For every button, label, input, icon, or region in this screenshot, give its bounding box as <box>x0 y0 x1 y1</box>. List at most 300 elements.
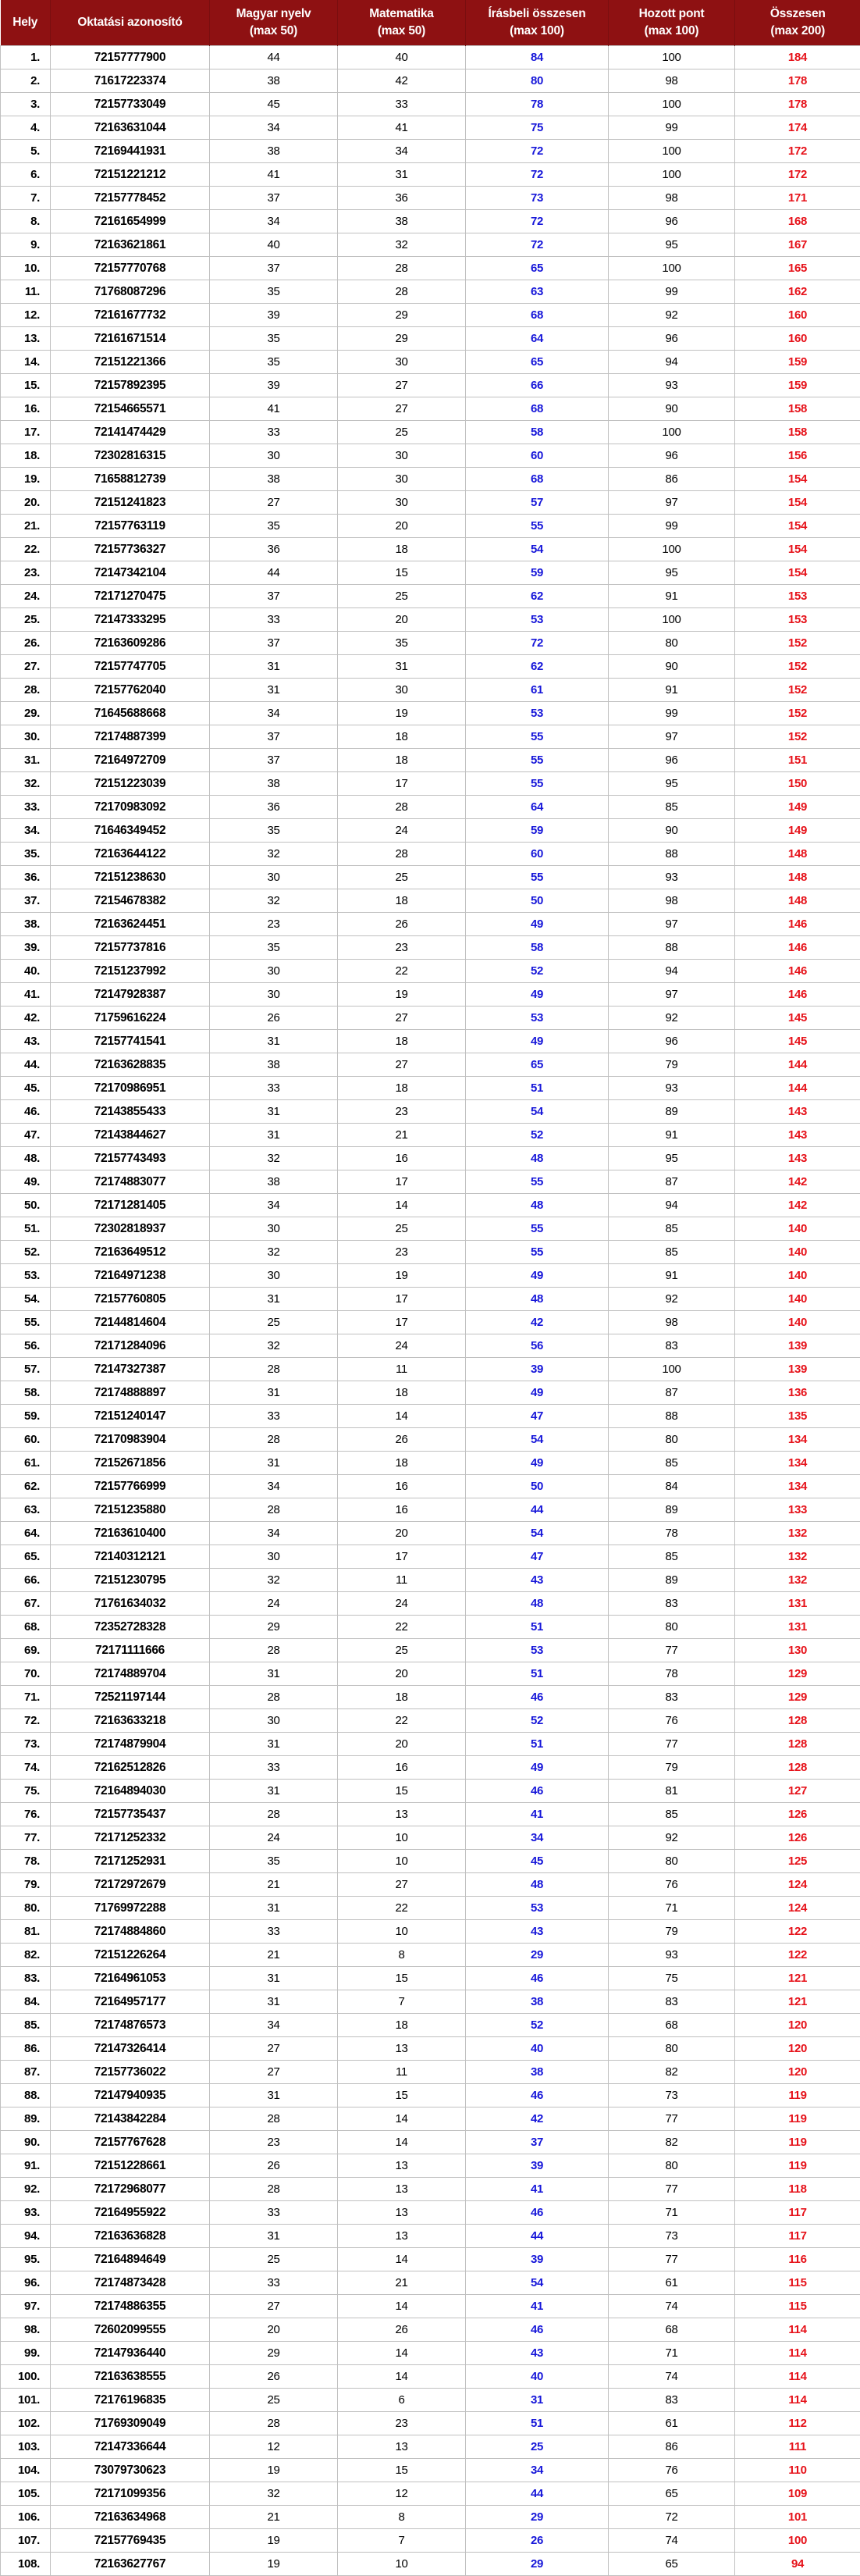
hozott-cell: 80 <box>609 1428 735 1452</box>
osszesen-cell: 117 <box>735 2225 860 2248</box>
matek-cell: 11 <box>338 1358 466 1381</box>
magyar-cell: 35 <box>210 327 338 351</box>
hozott-cell: 89 <box>609 1498 735 1522</box>
results-tbody <box>1 46 860 2576</box>
matek-cell: 13 <box>338 2154 466 2178</box>
irasbeli-cell: 34 <box>466 2459 609 2482</box>
irasbeli-cell: 62 <box>466 655 609 679</box>
table-row <box>1 1475 860 1498</box>
magyar-cell: 35 <box>210 1850 338 1873</box>
rank-cell: 77. <box>1 1826 51 1850</box>
irasbeli-cell: 72 <box>466 233 609 257</box>
id-cell: 72302818937 <box>51 1217 210 1241</box>
hozott-cell: 73 <box>609 2084 735 2107</box>
irasbeli-cell: 54 <box>466 1428 609 1452</box>
id-cell: 72164961053 <box>51 1967 210 1990</box>
table-row <box>1 913 860 936</box>
id-cell: 72352728328 <box>51 1616 210 1639</box>
osszesen-cell: 172 <box>735 163 860 187</box>
magyar-cell: 28 <box>210 2178 338 2201</box>
id-cell: 72157737816 <box>51 936 210 960</box>
matek-cell: 14 <box>338 2107 466 2131</box>
table-row <box>1 2389 860 2412</box>
matek-cell: 15 <box>338 1967 466 1990</box>
matek-cell: 18 <box>338 538 466 561</box>
irasbeli-cell: 49 <box>466 1756 609 1780</box>
matek-cell: 18 <box>338 1686 466 1709</box>
hozott-cell: 92 <box>609 1826 735 1850</box>
id-cell: 72157770768 <box>51 257 210 280</box>
osszesen-cell: 114 <box>735 2318 860 2342</box>
matek-cell: 13 <box>338 2435 466 2459</box>
irasbeli-cell: 75 <box>466 116 609 140</box>
irasbeli-cell: 38 <box>466 1990 609 2014</box>
matek-cell: 25 <box>338 421 466 444</box>
osszesen-cell: 184 <box>735 46 860 69</box>
table-row <box>1 725 860 749</box>
id-cell: 72161677732 <box>51 304 210 327</box>
hozott-cell: 99 <box>609 515 735 538</box>
rank-cell: 50. <box>1 1194 51 1217</box>
osszesen-cell: 121 <box>735 1990 860 2014</box>
hozott-cell: 97 <box>609 983 735 1007</box>
id-cell: 72169441931 <box>51 140 210 163</box>
osszesen-cell: 119 <box>735 2107 860 2131</box>
table-row <box>1 1405 860 1428</box>
hozott-cell: 77 <box>609 2178 735 2201</box>
rank-cell: 31. <box>1 749 51 772</box>
hozott-cell: 92 <box>609 1007 735 1030</box>
rank-cell: 75. <box>1 1780 51 1803</box>
rank-cell: 48. <box>1 1147 51 1170</box>
matek-cell: 26 <box>338 913 466 936</box>
id-cell: 72302816315 <box>51 444 210 468</box>
table-row <box>1 2248 860 2271</box>
osszesen-cell: 135 <box>735 1405 860 1428</box>
table-row <box>1 1522 860 1545</box>
magyar-cell: 33 <box>210 2271 338 2295</box>
hozott-cell: 96 <box>609 210 735 233</box>
table-row <box>1 585 860 608</box>
table-row <box>1 1545 860 1569</box>
matek-cell: 30 <box>338 468 466 491</box>
id-cell: 72157763119 <box>51 515 210 538</box>
table-row <box>1 843 860 866</box>
magyar-cell: 41 <box>210 397 338 421</box>
rank-cell: 59. <box>1 1405 51 1428</box>
osszesen-cell: 128 <box>735 1756 860 1780</box>
magyar-cell: 31 <box>210 655 338 679</box>
osszesen-cell: 152 <box>735 702 860 725</box>
table-row <box>1 2201 860 2225</box>
hozott-cell: 87 <box>609 1381 735 1405</box>
id-cell: 72171252931 <box>51 1850 210 1873</box>
osszesen-cell: 115 <box>735 2295 860 2318</box>
hozott-cell: 61 <box>609 2412 735 2435</box>
table-row <box>1 936 860 960</box>
irasbeli-cell: 59 <box>466 561 609 585</box>
id-cell: 72147940935 <box>51 2084 210 2107</box>
rank-cell: 5. <box>1 140 51 163</box>
id-cell: 71646349452 <box>51 819 210 843</box>
osszesen-cell: 140 <box>735 1288 860 1311</box>
irasbeli-cell: 46 <box>466 2318 609 2342</box>
irasbeli-cell: 50 <box>466 1475 609 1498</box>
osszesen-cell: 143 <box>735 1147 860 1170</box>
matek-cell: 15 <box>338 2459 466 2482</box>
osszesen-cell: 172 <box>735 140 860 163</box>
table-row <box>1 2318 860 2342</box>
osszesen-cell: 140 <box>735 1311 860 1334</box>
rank-cell: 65. <box>1 1545 51 1569</box>
rank-cell: 51. <box>1 1217 51 1241</box>
table-row <box>1 608 860 632</box>
rank-cell: 102. <box>1 2412 51 2435</box>
matek-cell: 16 <box>338 1475 466 1498</box>
osszesen-cell: 142 <box>735 1194 860 1217</box>
hozott-cell: 78 <box>609 1662 735 1686</box>
magyar-cell: 39 <box>210 304 338 327</box>
rank-cell: 23. <box>1 561 51 585</box>
rank-cell: 22. <box>1 538 51 561</box>
table-row <box>1 1616 860 1639</box>
osszesen-cell: 100 <box>735 2529 860 2553</box>
magyar-cell: 37 <box>210 187 338 210</box>
rank-cell: 56. <box>1 1334 51 1358</box>
rank-cell: 26. <box>1 632 51 655</box>
magyar-cell: 27 <box>210 2295 338 2318</box>
id-cell: 72164972709 <box>51 749 210 772</box>
matek-cell: 18 <box>338 725 466 749</box>
magyar-cell: 28 <box>210 1686 338 1709</box>
matek-cell: 31 <box>338 655 466 679</box>
matek-cell: 17 <box>338 772 466 796</box>
hozott-cell: 77 <box>609 2248 735 2271</box>
matek-cell: 15 <box>338 561 466 585</box>
matek-cell: 7 <box>338 1990 466 2014</box>
irasbeli-cell: 25 <box>466 2435 609 2459</box>
id-cell: 72157743493 <box>51 1147 210 1170</box>
osszesen-cell: 150 <box>735 772 860 796</box>
column-header-hungarian <box>210 0 338 46</box>
irasbeli-cell: 29 <box>466 2506 609 2529</box>
table-row <box>1 1990 860 2014</box>
column-header-rank <box>1 0 51 46</box>
osszesen-cell: 111 <box>735 2435 860 2459</box>
osszesen-cell: 119 <box>735 2131 860 2154</box>
osszesen-cell: 134 <box>735 1475 860 1498</box>
magyar-cell: 30 <box>210 1545 338 1569</box>
table-row <box>1 1920 860 1944</box>
rank-cell: 105. <box>1 2482 51 2506</box>
irasbeli-cell: 47 <box>466 1545 609 1569</box>
matek-cell: 29 <box>338 327 466 351</box>
column-max-label: (max 100) <box>609 23 734 40</box>
magyar-cell: 38 <box>210 1053 338 1077</box>
hozott-cell: 98 <box>609 69 735 93</box>
magyar-cell: 33 <box>210 1405 338 1428</box>
magyar-cell: 31 <box>210 1100 338 1124</box>
hozott-cell: 68 <box>609 2318 735 2342</box>
hozott-cell: 85 <box>609 1217 735 1241</box>
matek-cell: 20 <box>338 608 466 632</box>
column-label: Írásbeli összesen <box>489 7 586 20</box>
rank-cell: 24. <box>1 585 51 608</box>
table-row <box>1 2295 860 2318</box>
table-row <box>1 2435 860 2459</box>
matek-cell: 20 <box>338 1522 466 1545</box>
table-row <box>1 2225 860 2248</box>
id-cell: 71768087296 <box>51 280 210 304</box>
rank-cell: 16. <box>1 397 51 421</box>
table-row <box>1 1850 860 1873</box>
id-cell: 72163638555 <box>51 2365 210 2389</box>
rank-cell: 3. <box>1 93 51 116</box>
osszesen-cell: 154 <box>735 561 860 585</box>
matek-cell: 31 <box>338 163 466 187</box>
magyar-cell: 31 <box>210 1990 338 2014</box>
table-row <box>1 2037 860 2061</box>
irasbeli-cell: 44 <box>466 2482 609 2506</box>
irasbeli-cell: 72 <box>466 163 609 187</box>
magyar-cell: 31 <box>210 1733 338 1756</box>
osszesen-cell: 94 <box>735 2553 860 2576</box>
irasbeli-cell: 52 <box>466 2014 609 2037</box>
rank-cell: 91. <box>1 2154 51 2178</box>
magyar-cell: 38 <box>210 468 338 491</box>
osszesen-cell: 144 <box>735 1053 860 1077</box>
irasbeli-cell: 80 <box>466 69 609 93</box>
id-cell: 72140312121 <box>51 1545 210 1569</box>
id-cell: 72161671514 <box>51 327 210 351</box>
irasbeli-cell: 66 <box>466 374 609 397</box>
matek-cell: 22 <box>338 1897 466 1920</box>
hozott-cell: 85 <box>609 1803 735 1826</box>
table-row <box>1 304 860 327</box>
osszesen-cell: 112 <box>735 2412 860 2435</box>
id-cell: 72171099356 <box>51 2482 210 2506</box>
magyar-cell: 31 <box>210 2225 338 2248</box>
hozott-cell: 91 <box>609 1264 735 1288</box>
rank-cell: 76. <box>1 1803 51 1826</box>
id-cell: 72152671856 <box>51 1452 210 1475</box>
table-row <box>1 1147 860 1170</box>
magyar-cell: 28 <box>210 2412 338 2435</box>
rank-cell: 49. <box>1 1170 51 1194</box>
matek-cell: 28 <box>338 280 466 304</box>
osszesen-cell: 145 <box>735 1007 860 1030</box>
table-row <box>1 1897 860 1920</box>
osszesen-cell: 139 <box>735 1358 860 1381</box>
hozott-cell: 98 <box>609 187 735 210</box>
hozott-cell: 85 <box>609 1545 735 1569</box>
id-cell: 72147936440 <box>51 2342 210 2365</box>
matek-cell: 10 <box>338 2553 466 2576</box>
irasbeli-cell: 60 <box>466 843 609 866</box>
id-cell: 72161654999 <box>51 210 210 233</box>
table-row <box>1 69 860 93</box>
id-cell: 72154665571 <box>51 397 210 421</box>
hozott-cell: 90 <box>609 819 735 843</box>
rank-cell: 58. <box>1 1381 51 1405</box>
id-cell: 72521197144 <box>51 1686 210 1709</box>
matek-cell: 38 <box>338 210 466 233</box>
magyar-cell: 30 <box>210 1709 338 1733</box>
irasbeli-cell: 51 <box>466 1662 609 1686</box>
id-cell: 71645688668 <box>51 702 210 725</box>
matek-cell: 35 <box>338 632 466 655</box>
table-row <box>1 1100 860 1124</box>
magyar-cell: 19 <box>210 2529 338 2553</box>
rank-cell: 28. <box>1 679 51 702</box>
matek-cell: 30 <box>338 351 466 374</box>
hozott-cell: 83 <box>609 1592 735 1616</box>
rank-cell: 88. <box>1 2084 51 2107</box>
rank-cell: 86. <box>1 2037 51 2061</box>
id-cell: 72163627767 <box>51 2553 210 2576</box>
table-row <box>1 2061 860 2084</box>
table-row <box>1 1264 860 1288</box>
irasbeli-cell: 72 <box>466 140 609 163</box>
table-row <box>1 491 860 515</box>
id-cell: 72151241823 <box>51 491 210 515</box>
table-row <box>1 327 860 351</box>
hozott-cell: 96 <box>609 444 735 468</box>
hozott-cell: 90 <box>609 397 735 421</box>
magyar-cell: 28 <box>210 1639 338 1662</box>
column-header-brought-points <box>609 0 735 46</box>
osszesen-cell: 120 <box>735 2014 860 2037</box>
id-cell: 72141474429 <box>51 421 210 444</box>
irasbeli-cell: 47 <box>466 1405 609 1428</box>
rank-cell: 95. <box>1 2248 51 2271</box>
table-row <box>1 1381 860 1405</box>
table-row <box>1 2529 860 2553</box>
irasbeli-cell: 84 <box>466 46 609 69</box>
table-row <box>1 397 860 421</box>
matek-cell: 28 <box>338 796 466 819</box>
matek-cell: 36 <box>338 187 466 210</box>
id-cell: 71759616224 <box>51 1007 210 1030</box>
magyar-cell: 31 <box>210 1452 338 1475</box>
osszesen-cell: 128 <box>735 1733 860 1756</box>
irasbeli-cell: 48 <box>466 1194 609 1217</box>
table-row <box>1 960 860 983</box>
rank-cell: 101. <box>1 2389 51 2412</box>
matek-cell: 13 <box>338 2201 466 2225</box>
magyar-cell: 39 <box>210 374 338 397</box>
table-row <box>1 749 860 772</box>
hozott-cell: 98 <box>609 1311 735 1334</box>
magyar-cell: 34 <box>210 1522 338 1545</box>
osszesen-cell: 128 <box>735 1709 860 1733</box>
hozott-cell: 79 <box>609 1756 735 1780</box>
irasbeli-cell: 41 <box>466 1803 609 1826</box>
table-row <box>1 1873 860 1897</box>
matek-cell: 16 <box>338 1756 466 1780</box>
irasbeli-cell: 78 <box>466 93 609 116</box>
rank-cell: 85. <box>1 2014 51 2037</box>
rank-cell: 35. <box>1 843 51 866</box>
matek-cell: 12 <box>338 2482 466 2506</box>
rank-cell: 103. <box>1 2435 51 2459</box>
table-row <box>1 1498 860 1522</box>
rank-cell: 33. <box>1 796 51 819</box>
osszesen-cell: 167 <box>735 233 860 257</box>
magyar-cell: 33 <box>210 1077 338 1100</box>
matek-cell: 20 <box>338 515 466 538</box>
id-cell: 72171111666 <box>51 1639 210 1662</box>
irasbeli-cell: 51 <box>466 1616 609 1639</box>
id-cell: 72164971238 <box>51 1264 210 1288</box>
magyar-cell: 37 <box>210 632 338 655</box>
osszesen-cell: 152 <box>735 679 860 702</box>
irasbeli-cell: 60 <box>466 444 609 468</box>
matek-cell: 27 <box>338 397 466 421</box>
id-cell: 72174876573 <box>51 2014 210 2037</box>
id-cell: 72157733049 <box>51 93 210 116</box>
magyar-cell: 32 <box>210 1241 338 1264</box>
matek-cell: 25 <box>338 1217 466 1241</box>
irasbeli-cell: 43 <box>466 2342 609 2365</box>
irasbeli-cell: 55 <box>466 1241 609 1264</box>
id-cell: 72171284096 <box>51 1334 210 1358</box>
rank-cell: 99. <box>1 2342 51 2365</box>
osszesen-cell: 162 <box>735 280 860 304</box>
hozott-cell: 88 <box>609 936 735 960</box>
magyar-cell: 19 <box>210 2553 338 2576</box>
id-cell: 72157778452 <box>51 187 210 210</box>
table-row <box>1 2412 860 2435</box>
irasbeli-cell: 55 <box>466 1217 609 1241</box>
irasbeli-cell: 68 <box>466 468 609 491</box>
osszesen-cell: 154 <box>735 538 860 561</box>
rank-cell: 87. <box>1 2061 51 2084</box>
rank-cell: 104. <box>1 2459 51 2482</box>
matek-cell: 15 <box>338 1780 466 1803</box>
matek-cell: 17 <box>338 1288 466 1311</box>
table-row <box>1 1241 860 1264</box>
table-row <box>1 46 860 69</box>
id-cell: 72151223039 <box>51 772 210 796</box>
hozott-cell: 86 <box>609 468 735 491</box>
magyar-cell: 12 <box>210 2435 338 2459</box>
irasbeli-cell: 39 <box>466 2154 609 2178</box>
magyar-cell: 28 <box>210 1428 338 1452</box>
column-label: Oktatási azonosító <box>77 16 182 29</box>
irasbeli-cell: 48 <box>466 1288 609 1311</box>
table-row <box>1 1053 860 1077</box>
matek-cell: 27 <box>338 1873 466 1897</box>
table-row <box>1 1944 860 1967</box>
id-cell: 72157892395 <box>51 374 210 397</box>
table-header-row <box>1 0 860 46</box>
matek-cell: 24 <box>338 819 466 843</box>
magyar-cell: 31 <box>210 1897 338 1920</box>
magyar-cell: 34 <box>210 2014 338 2037</box>
rank-cell: 57. <box>1 1358 51 1381</box>
table-row <box>1 421 860 444</box>
matek-cell: 19 <box>338 983 466 1007</box>
magyar-cell: 38 <box>210 69 338 93</box>
matek-cell: 26 <box>338 1428 466 1452</box>
osszesen-cell: 153 <box>735 608 860 632</box>
irasbeli-cell: 26 <box>466 2529 609 2553</box>
magyar-cell: 33 <box>210 1920 338 1944</box>
hozott-cell: 82 <box>609 2131 735 2154</box>
table-row <box>1 1311 860 1334</box>
magyar-cell: 35 <box>210 936 338 960</box>
